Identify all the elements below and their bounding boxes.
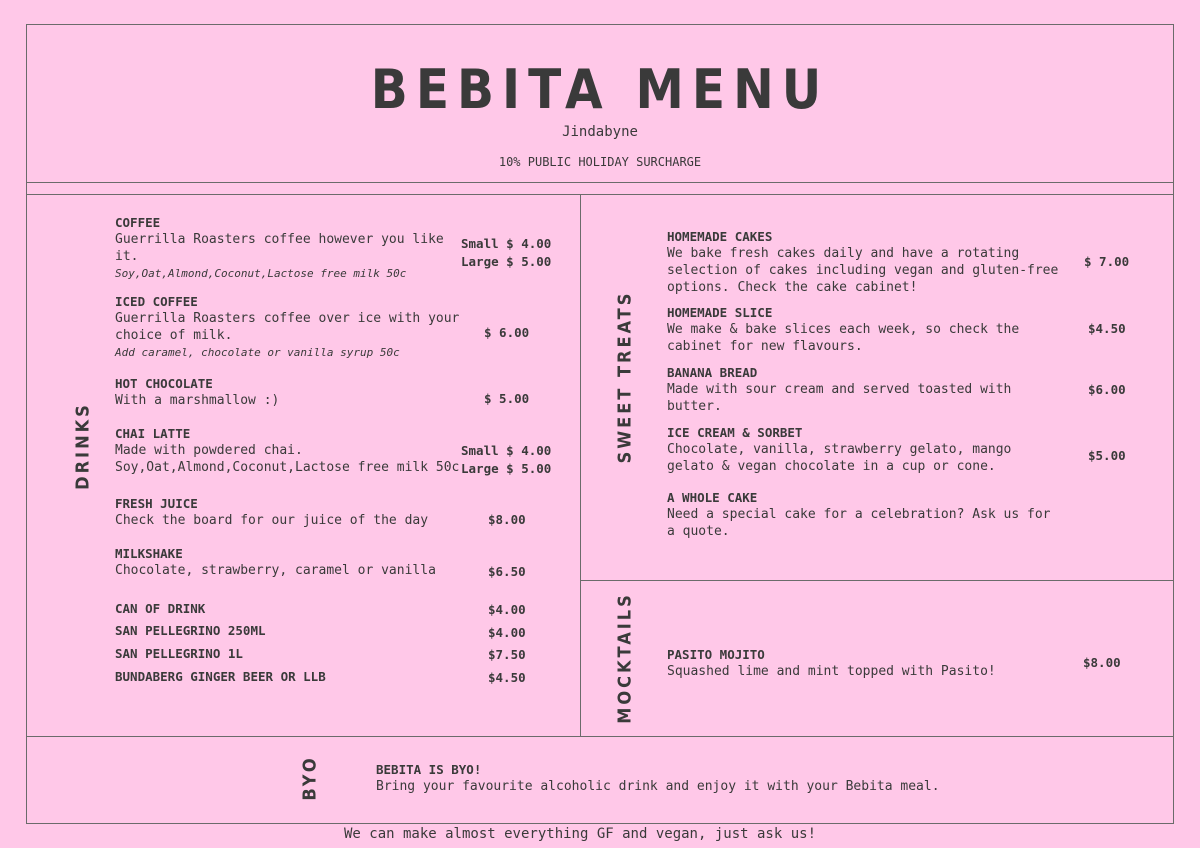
menu-item-chai-latte [115,425,459,476]
mocktails-divider [580,580,1174,581]
menu-item-homemade-cakes [667,228,1058,296]
menu-item-can-of-drink [115,600,205,617]
item-name: CHAI LATTE [115,426,191,441]
footer-note: We can make almost everything GF and vegan, just ask us! [343,826,816,842]
byo-section-label: BYO [299,755,321,801]
sweet-treats-section-label: SWEET TREATS [614,290,636,464]
item-price: $ 6.00 [484,325,530,340]
item-name: ICE CREAM & SORBET [667,425,803,440]
menu-item-coffee [115,214,444,282]
item-price: $4.00 [488,602,526,617]
surcharge-notice: 10% PUBLIC HOLIDAY SURCHARGE [498,155,702,169]
item-name: ICED COFFEE [115,294,198,309]
item-note: Soy,Oat,Almond,Coconut,Lactose free milk 50c [115,267,407,280]
item-description: Made with powdered chai. [115,443,303,458]
item-description: We bake fresh cakes daily and have a rotating selection of cakes including vegan and gluten-free options. Check the cake cabinet! [667,246,1059,295]
item-price: $6.50 [488,564,526,579]
item-price: $4.50 [1088,321,1126,336]
frame-left [26,24,27,824]
item-price: $4.00 [488,625,526,640]
byo-title: BEBITA IS BYO! [376,762,482,777]
item-name: MILKSHAKE [115,546,183,561]
item-name: BANANA BREAD [667,365,758,380]
menu-item-bundaberg [115,668,326,685]
item-description: Guerrilla Roasters coffee however you like it. [115,232,444,264]
item-price: $5.00 [1088,448,1126,463]
menu-item-fresh-juice [115,495,428,529]
header-divider [26,182,1174,183]
item-note: Add caramel, chocolate or vanilla syrup 50c [115,346,400,359]
item-name: SAN PELLEGRINO 1L [115,646,243,661]
item-price: $6.00 [1088,382,1126,397]
menu-item-hot-chocolate [115,375,279,409]
menu-title: BEBITA MENU [370,58,830,121]
item-description: With a marshmallow :) [115,393,280,408]
menu-item-san-pellegrino-1l [115,645,243,662]
item-description: Chocolate, strawberry, caramel or vanilla [115,563,436,578]
location: Jindabyne [562,124,638,140]
item-description: Need a special cake for a celebration? Ask us for a quote. [667,507,1051,539]
item-price: $ 5.00 [484,391,530,406]
frame-right [1173,24,1174,824]
item-name: A WHOLE CAKE [667,490,758,505]
item-name: BUNDABERG GINGER BEER OR LLB [115,669,326,684]
column-divider [580,194,581,736]
item-price: $ 7.00 [1084,254,1130,269]
item-price: $4.50 [488,670,526,685]
drinks-section-label: DRINKS [72,402,94,490]
item-description: Squashed lime and mint topped with Pasito! [667,664,996,679]
mocktails-section-label: MOCKTAILS [614,592,636,724]
item-price: Small $ 4.00 Large $ 5.00 [461,443,552,476]
item-description: Guerrilla Roasters coffee over ice with your choice of milk. [115,311,460,343]
frame-top [26,24,1174,25]
item-description: We make & bake slices each week, so check the cabinet for new flavours. [667,322,1020,354]
item-description: Chocolate, vanilla, strawberry gelato, mango gelato & vegan chocolate in a cup or cone. [667,442,1012,474]
byo-description: Bring your favourite alcoholic drink and enjoy it with your Bebita meal. [376,779,940,794]
item-note: Soy,Oat,Almond,Coconut,Lactose free milk 50c [115,460,460,475]
item-name: SAN PELLEGRINO 250ML [115,623,266,638]
item-name: CAN OF DRINK [115,601,206,616]
item-name: COFFEE [115,215,161,230]
item-price: $8.00 [488,512,526,527]
menu-item-san-pellegrino-250ml [115,622,266,639]
item-name: PASITO MOJITO [667,647,765,662]
menu-item-banana-bread [667,364,1011,415]
item-description: Check the board for our juice of the day [115,513,429,528]
item-price: Small $ 4.00 Large $ 5.00 [461,236,552,269]
item-name: HOMEMADE SLICE [667,305,773,320]
item-price: $7.50 [488,647,526,662]
item-name: FRESH JUICE [115,496,198,511]
byo-divider [26,736,1174,737]
menu-item-milkshake [115,545,436,579]
menu-item-whole-cake [667,489,1051,540]
header-divider-2 [26,194,1174,195]
item-name: HOMEMADE CAKES [667,229,773,244]
item-description: Made with sour cream and served toasted with butter. [667,382,1012,414]
menu-item-ice-cream-sorbet [667,424,1011,475]
menu-item-pasito-mojito [667,646,996,680]
item-price: $8.00 [1083,655,1121,670]
byo-info [376,761,940,795]
frame-bottom [26,823,1174,824]
menu-item-homemade-slice [667,304,1019,355]
item-name: HOT CHOCOLATE [115,376,213,391]
menu-item-iced-coffee [115,293,459,361]
